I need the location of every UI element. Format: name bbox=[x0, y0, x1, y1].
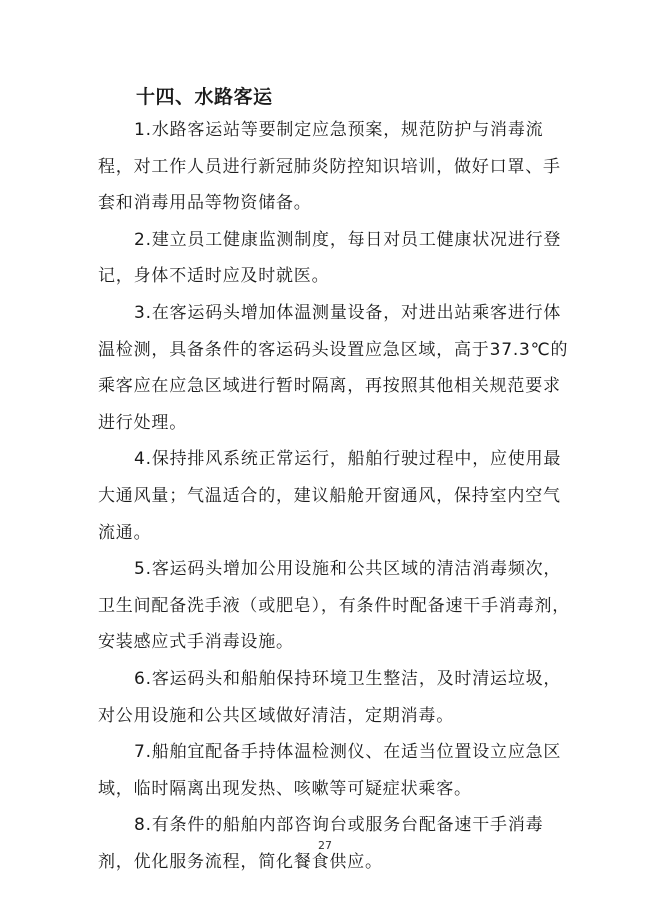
paragraph-line: 安装感应式手消毒设施。 bbox=[98, 632, 294, 653]
paragraph-line: 流通。 bbox=[98, 522, 152, 543]
page-number: 27 bbox=[318, 839, 332, 852]
paragraph-line: 大通风量；气温适合的，建议船舱开窗通风，保持室内空气 bbox=[98, 485, 561, 506]
paragraph-1 bbox=[98, 112, 561, 222]
paragraph-3 bbox=[98, 295, 569, 441]
paragraph-line: 3.在客运码头增加体温测量设备，对进出站乘客进行体 bbox=[134, 302, 562, 323]
paragraph-line: 套和消毒用品等物资储备。 bbox=[98, 193, 312, 214]
paragraph-line: 7.船舶宜配备手持体温检测仪、在适当位置设立应急区 bbox=[134, 742, 562, 763]
paragraph-line: 4.保持排风系统正常运行，船舶行驶过程中，应使用最 bbox=[134, 449, 562, 470]
paragraph-line: 1.水路客运站等要制定应急预案，规范防护与消毒流 bbox=[134, 120, 544, 140]
paragraph-line: 6.客运码头和船舶保持环境卫生整洁，及时清运垃圾， bbox=[134, 668, 562, 689]
paragraph-line: 域，临时隔离出现发热、咳嗽等可疑症状乘客。 bbox=[98, 778, 472, 799]
paragraph-line: 剂，优化服务流程，简化餐食供应。 bbox=[98, 851, 383, 872]
paragraph-line: 5.客运码头增加公用设施和公共区域的清洁消毒频次， bbox=[134, 559, 562, 580]
body-text bbox=[98, 112, 571, 880]
section-heading: 十四、水路客运 bbox=[136, 86, 273, 108]
paragraph-line: 乘客应在应急区域进行暂时隔离，再按照其他相关规范要求 bbox=[98, 376, 561, 397]
paragraph-line: 8.有条件的船舶内部咨询台或服务台配备速干手消毒 bbox=[134, 815, 544, 836]
paragraph-5 bbox=[98, 551, 571, 661]
paragraph-line: 进行处理。 bbox=[98, 412, 187, 433]
paragraph-line: 2.建立员工健康监测制度，每日对员工健康状况进行登 bbox=[134, 229, 562, 250]
paragraph-line: 对公用设施和公共区域做好清洁，定期消毒。 bbox=[98, 705, 454, 726]
paragraph-line: 温检测，具备条件的客运码头设置应急区域，高于37.3℃的 bbox=[98, 339, 569, 360]
paragraph-line: 卫生间配备洗手液（或肥皂），有条件时配备速干手消毒剂， bbox=[98, 595, 571, 616]
paragraph-line: 程，对工作人员进行新冠肺炎防控知识培训，做好口罩、手 bbox=[98, 156, 561, 177]
paragraph-6 bbox=[98, 661, 562, 734]
paragraph-4 bbox=[98, 441, 562, 551]
paragraph-7 bbox=[98, 734, 562, 807]
paragraph-2 bbox=[98, 222, 562, 295]
paragraph-line: 记，身体不适时应及时就医。 bbox=[98, 266, 330, 287]
